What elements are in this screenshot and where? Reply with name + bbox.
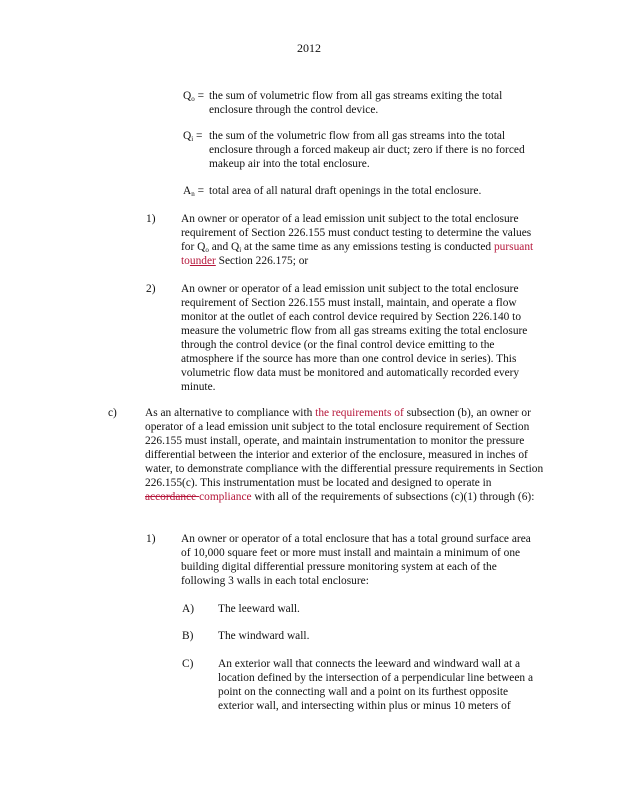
definition-an-text: total area of all natural draft openings in the total enclosure. bbox=[209, 185, 482, 197]
text-run: As an alternative to compliance with bbox=[145, 407, 316, 419]
inserted-text: compliance bbox=[199, 491, 252, 503]
section-c-text bbox=[145, 406, 545, 504]
definition-qo-symbol bbox=[183, 89, 204, 103]
c-item-1-text: An owner or operator of a total enclosure that has a total ground surface area of 10,000 square feet or more must install and maintain a minimum of one building digital differential pressure monitoring system at each of the following 3 walls in each total enclosure: bbox=[181, 533, 531, 587]
wall-a-text: The leeward wall. bbox=[218, 603, 300, 615]
definition-equals: = bbox=[194, 185, 205, 197]
inserted-text: under bbox=[189, 255, 216, 267]
definition-symbol: Q bbox=[183, 130, 192, 142]
text-run: and Q bbox=[208, 241, 240, 253]
definition-equals: = bbox=[194, 90, 205, 102]
definition-subscript: i bbox=[191, 135, 194, 143]
page-number: 2012 bbox=[297, 41, 321, 55]
item-1-text bbox=[181, 212, 543, 268]
text-run: Section 226.175; or bbox=[215, 255, 309, 267]
item-2-text: An owner or operator of a lead emission unit subject to the total enclosure requirement of Section 226.155 must install, maintain, and operate a flow monitor at the outlet of each control device required by Section 226.140 to measure the volumetric flow from all gas streams exiting the total enclosure through the control device (or the final control device emitting to the atmosphere if the source has more than one control device in series). This volumetric flow data must be monitored and automatically recorded every minute. bbox=[181, 283, 528, 393]
section-c-label: c) bbox=[108, 407, 117, 419]
wall-a-label: A) bbox=[182, 603, 195, 615]
subscript: i bbox=[239, 246, 242, 254]
inserted-text: the requirements of bbox=[315, 407, 404, 419]
definition-equals: = bbox=[193, 130, 203, 142]
inserted-text: pursuant to bbox=[181, 241, 534, 267]
definition-qi-symbol bbox=[183, 129, 202, 143]
definition-symbol: A bbox=[183, 185, 192, 197]
wall-c-text: An exterior wall that connects the leeward and windward wall at a location defined by the intersection of a perpendicular line between a point on the connecting wall and a point on its furthest opposite exterior wall, and intersecting within plus or minus 10 meters of bbox=[218, 658, 534, 712]
deleted-text: accordance bbox=[145, 491, 200, 503]
wall-c-label: C) bbox=[182, 658, 194, 670]
definition-subscript: n bbox=[191, 190, 195, 198]
definition-qo-text: the sum of volumetric flow from all gas streams exiting the total enclosure through the control device. bbox=[209, 90, 503, 116]
definition-qi-text: the sum of the volumetric flow from all gas streams into the total enclosure through a forced makeup air duct; zero if there is no forced makeup air into the total enclosure. bbox=[209, 130, 525, 170]
definition-an-symbol bbox=[183, 184, 204, 198]
item-2-label: 2) bbox=[146, 283, 156, 295]
text-run: subsection (b), an owner or operator of a lead emission unit subject to the total enclosure requirement of Section 226.155 must install, operate, and maintain instrumentation to monitor the pressure differential between the interior and exterior of the enclosure, measured in inches of water, to demonstrate compliance with the differential pressure requirements in Section 226.155(c). This instrumentation must be located and designed to operate in bbox=[145, 407, 544, 489]
subscript: o bbox=[205, 246, 209, 254]
text-run: An owner or operator of a lead emission unit subject to the total enclosure requirement of Section 226.155 must conduct testing to determine the values for Q bbox=[181, 213, 532, 253]
c-item-1-label: 1) bbox=[146, 533, 156, 545]
text-run: at the same time as any emissions testing is conducted bbox=[241, 241, 494, 253]
wall-b-label: B) bbox=[182, 630, 194, 642]
definition-symbol: Q bbox=[183, 90, 192, 102]
definition-subscript: o bbox=[191, 95, 195, 103]
text-run: with all of the requirements of subsections (c)(1) through (6): bbox=[251, 491, 535, 503]
wall-b-text: The windward wall. bbox=[218, 630, 310, 642]
item-1-label: 1) bbox=[146, 213, 156, 225]
